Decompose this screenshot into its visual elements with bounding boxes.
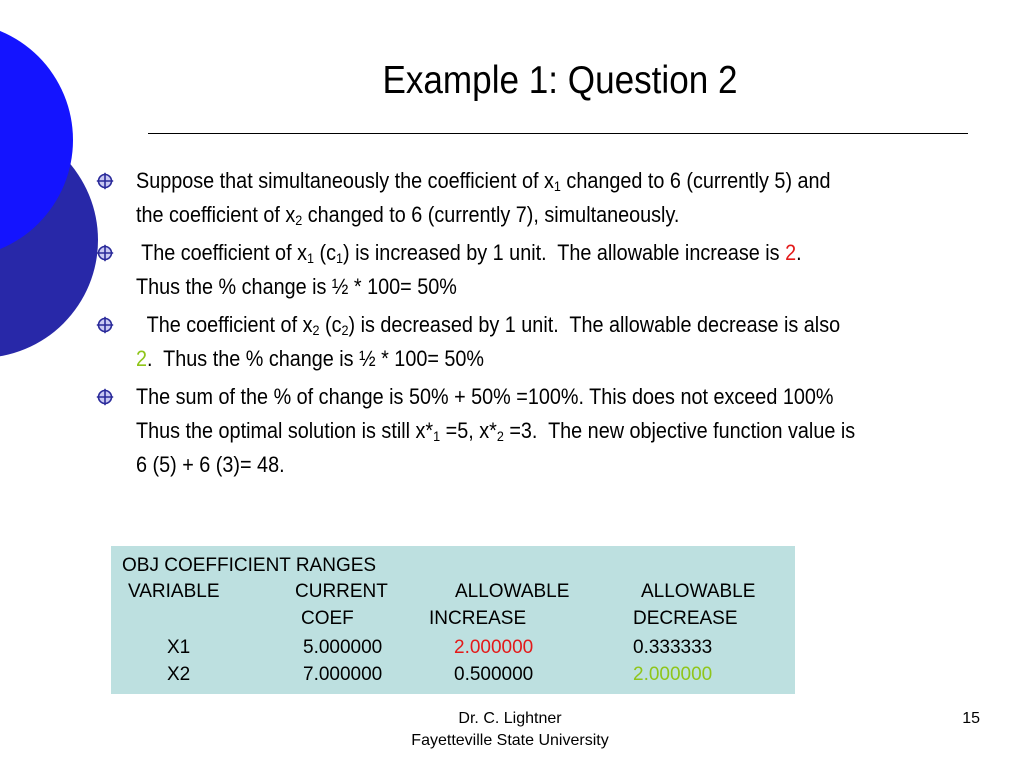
row-x2-variable: X2 bbox=[167, 664, 191, 685]
circle-cross-icon bbox=[96, 388, 114, 406]
row-x2-increase: 0.500000 bbox=[454, 664, 534, 685]
header-variable: VARIABLE bbox=[128, 581, 220, 602]
allowable-decrease-value: 2 bbox=[136, 346, 148, 371]
row-x1-increase: 2.000000 bbox=[454, 637, 534, 658]
title-divider bbox=[148, 133, 968, 134]
circle-cross-icon bbox=[96, 172, 114, 190]
header-decrease: DECREASE bbox=[633, 608, 738, 629]
bullet-4-line-2: Thus the optimal solution is still $x*_1 =5$, $x*_2 =3$. The new objective function value is bbox=[136, 418, 856, 444]
footer-author: Dr. C. Lightner bbox=[458, 710, 562, 727]
bullet-list bbox=[96, 164, 996, 486]
row-x2-current: 7.000000 bbox=[303, 664, 383, 685]
bullet-1-line-1: Suppose that simultaneously the coefficient of $x_1$ changed to 6 (currently 5) and bbox=[136, 168, 831, 194]
header-allowable-increase: ALLOWABLE bbox=[455, 581, 570, 602]
bullet-4-line-1: The sum of the % of change is 50% + 50% =100%. This does not exceed 100% bbox=[136, 384, 834, 409]
circle-cross-icon bbox=[96, 316, 114, 334]
row-x1-decrease: 0.333333 bbox=[633, 637, 713, 658]
bullet-4-line-3: 6 (5) + 6 (3)= 48. bbox=[136, 452, 285, 477]
footer-institution: Fayetteville State University bbox=[411, 732, 609, 749]
allowable-increase-value: 2 bbox=[785, 240, 797, 265]
header-allowable-decrease: ALLOWABLE bbox=[641, 581, 756, 602]
bullet-3 bbox=[96, 308, 996, 376]
circle-cross-icon bbox=[96, 244, 114, 262]
bullet-1 bbox=[96, 164, 996, 232]
table-heading: OBJ COEFFICIENT RANGES bbox=[122, 555, 377, 576]
bullet-3-line-2: 2. Thus the % change is ½ * 100= 50% bbox=[136, 346, 485, 371]
obj-coefficient-ranges-table bbox=[111, 546, 795, 694]
bullet-2-line-1: The coefficient of $x_1$ $(c_1)$ is increased by 1 unit. The allowable increase is 2. bbox=[136, 240, 802, 266]
row-x2-decrease: 2.000000 bbox=[633, 664, 713, 685]
footer-credit bbox=[360, 708, 660, 752]
bullet-2-line-2: Thus the % change is ½ * 100= 50% bbox=[136, 274, 457, 299]
bullet-2 bbox=[96, 236, 996, 304]
bullet-4 bbox=[96, 380, 996, 482]
row-x1-current: 5.000000 bbox=[303, 637, 383, 658]
slide-title: Example 1: Question 2 bbox=[382, 59, 738, 102]
row-x1-variable: X1 bbox=[167, 637, 191, 658]
bullet-3-line-1: The coefficient of $x_2$ $(c_2)$ is decreased by 1 unit. The allowable decrease is also bbox=[136, 312, 841, 338]
slide-number: 15 bbox=[962, 710, 980, 727]
header-current: CURRENT bbox=[295, 581, 388, 602]
bullet-1-line-2: the coefficient of $x_2$ changed to 6 (currently 7), simultaneously. bbox=[136, 202, 680, 228]
header-increase: INCREASE bbox=[429, 608, 527, 629]
header-coef: COEF bbox=[301, 608, 354, 629]
